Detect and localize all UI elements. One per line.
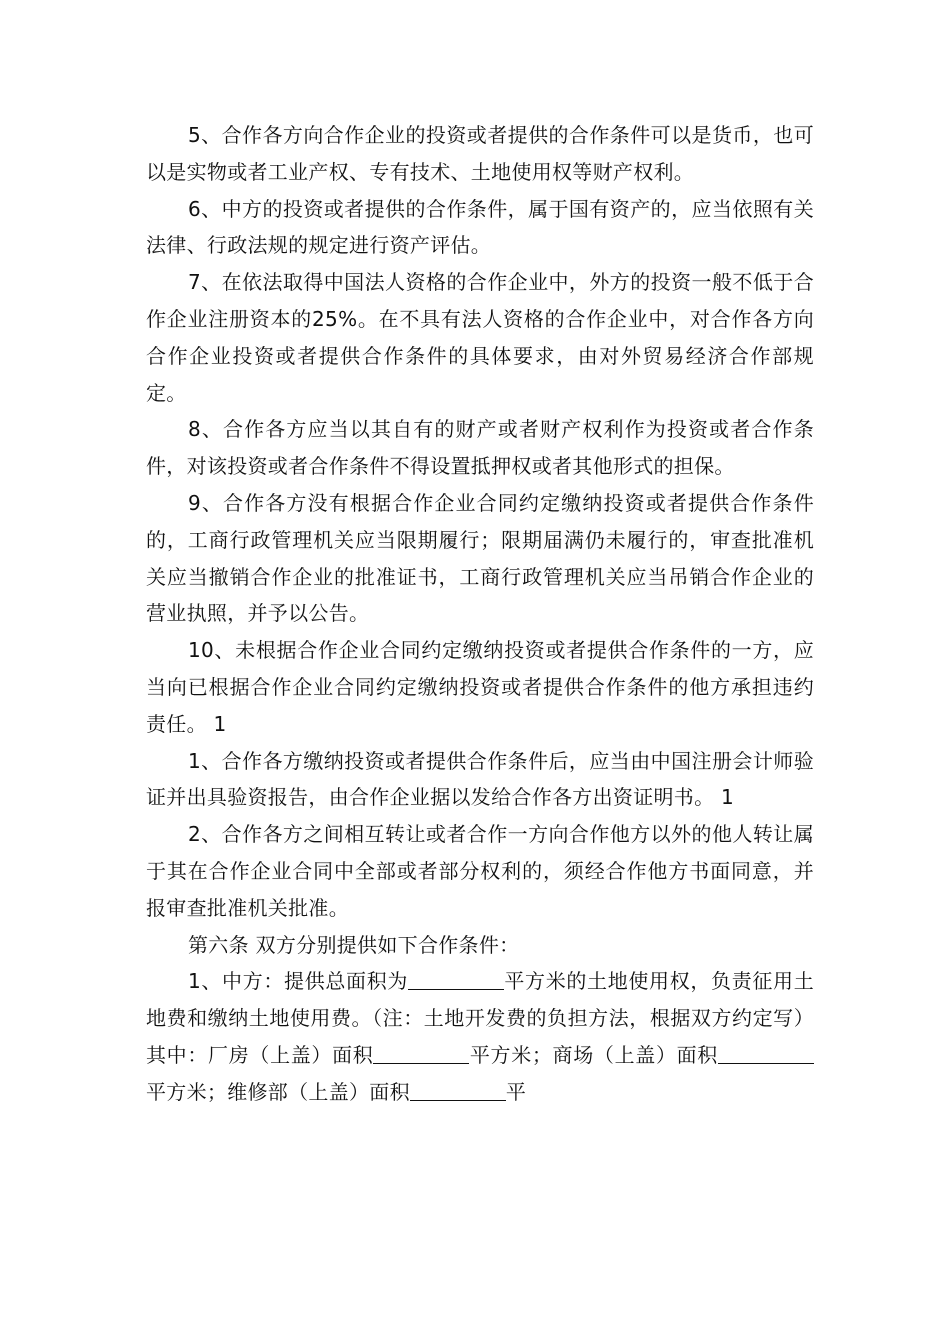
paragraph-8: 8、合作各方应当以其自有的财产或者财产权利作为投资或者合作条件，对该投资或者合作条件不得设置抵押权或者其他形式的担保。 — [146, 417, 814, 479]
text-segment: 平方米的土地使用权，负责征用土地费和缴纳土地使用费。（注：土地开发费的负担方法，根据双方约定写）其中：厂房（上盖）面积 — [146, 969, 814, 1067]
fill-in-blank — [718, 1043, 814, 1064]
fill-in-blank — [408, 969, 504, 990]
text-segment: 1、中方：提供总面积为 — [188, 969, 409, 994]
fill-in-blank — [373, 1043, 469, 1064]
paragraph-5: 5、合作各方向合作企业的投资或者提供的合作条件可以是货币，也可以是实物或者工业产权、专有技术、土地使用权等财产权利。 — [146, 123, 814, 184]
paragraph-10: 10、未根据合作企业合同约定缴纳投资或者提供合作条件的一方，应当向已根据合作企业合同约定缴纳投资或者提供合作条件的他方承担违约责任。 1 — [146, 638, 814, 736]
document-page — [146, 117, 814, 1111]
paragraph-6: 6、中方的投资或者提供的合作条件，属于国有资产的，应当依照有关法律、行政法规的规定进行资产评估。 — [146, 196, 814, 258]
text-segment: 平方米；维修部（上盖）面积 — [146, 1079, 410, 1104]
text-segment: 平方米；商场（上盖）面积 — [469, 1042, 718, 1067]
paragraph-7: 7、在依法取得中国法人资格的合作企业中，外方的投资一般不低于合作企业注册资本的25%。在不具有法人资格的合作企业中，对合作各方向合作企业投资或者提供合作条件的具体要求，由对外贸易经济合作部规定。 — [146, 270, 814, 405]
text-segment: 平 — [505, 1079, 527, 1104]
paragraph-9: 9、合作各方没有根据合作企业合同约定缴纳投资或者提供合作条件的，工商行政管理机关应当限期履行；限期届满仍未履行的，审查批准机关应当撤销合作企业的批准证书，工商行政管理机关应当吊销合作企业的营业执照，并予以公告。 — [146, 490, 814, 626]
fill-in-blank — [410, 1080, 506, 1101]
article-6-heading: 第六条 双方分别提供如下合作条件： — [188, 932, 520, 957]
paragraph-china-party-conditions — [146, 963, 814, 1110]
paragraph-11: 1、合作各方缴纳投资或者提供合作条件后，应当由中国注册会计师验证并出具验资报告，由合作企业据以发给合作各方出资证明书。 1 — [146, 748, 814, 810]
paragraph-12: 2、合作各方之间相互转让或者合作一方向合作他方以外的他人转让属于其在合作企业合同中全部或者部分权利的，须经合作他方书面同意，并报审查批准机关批准。 — [146, 822, 814, 920]
